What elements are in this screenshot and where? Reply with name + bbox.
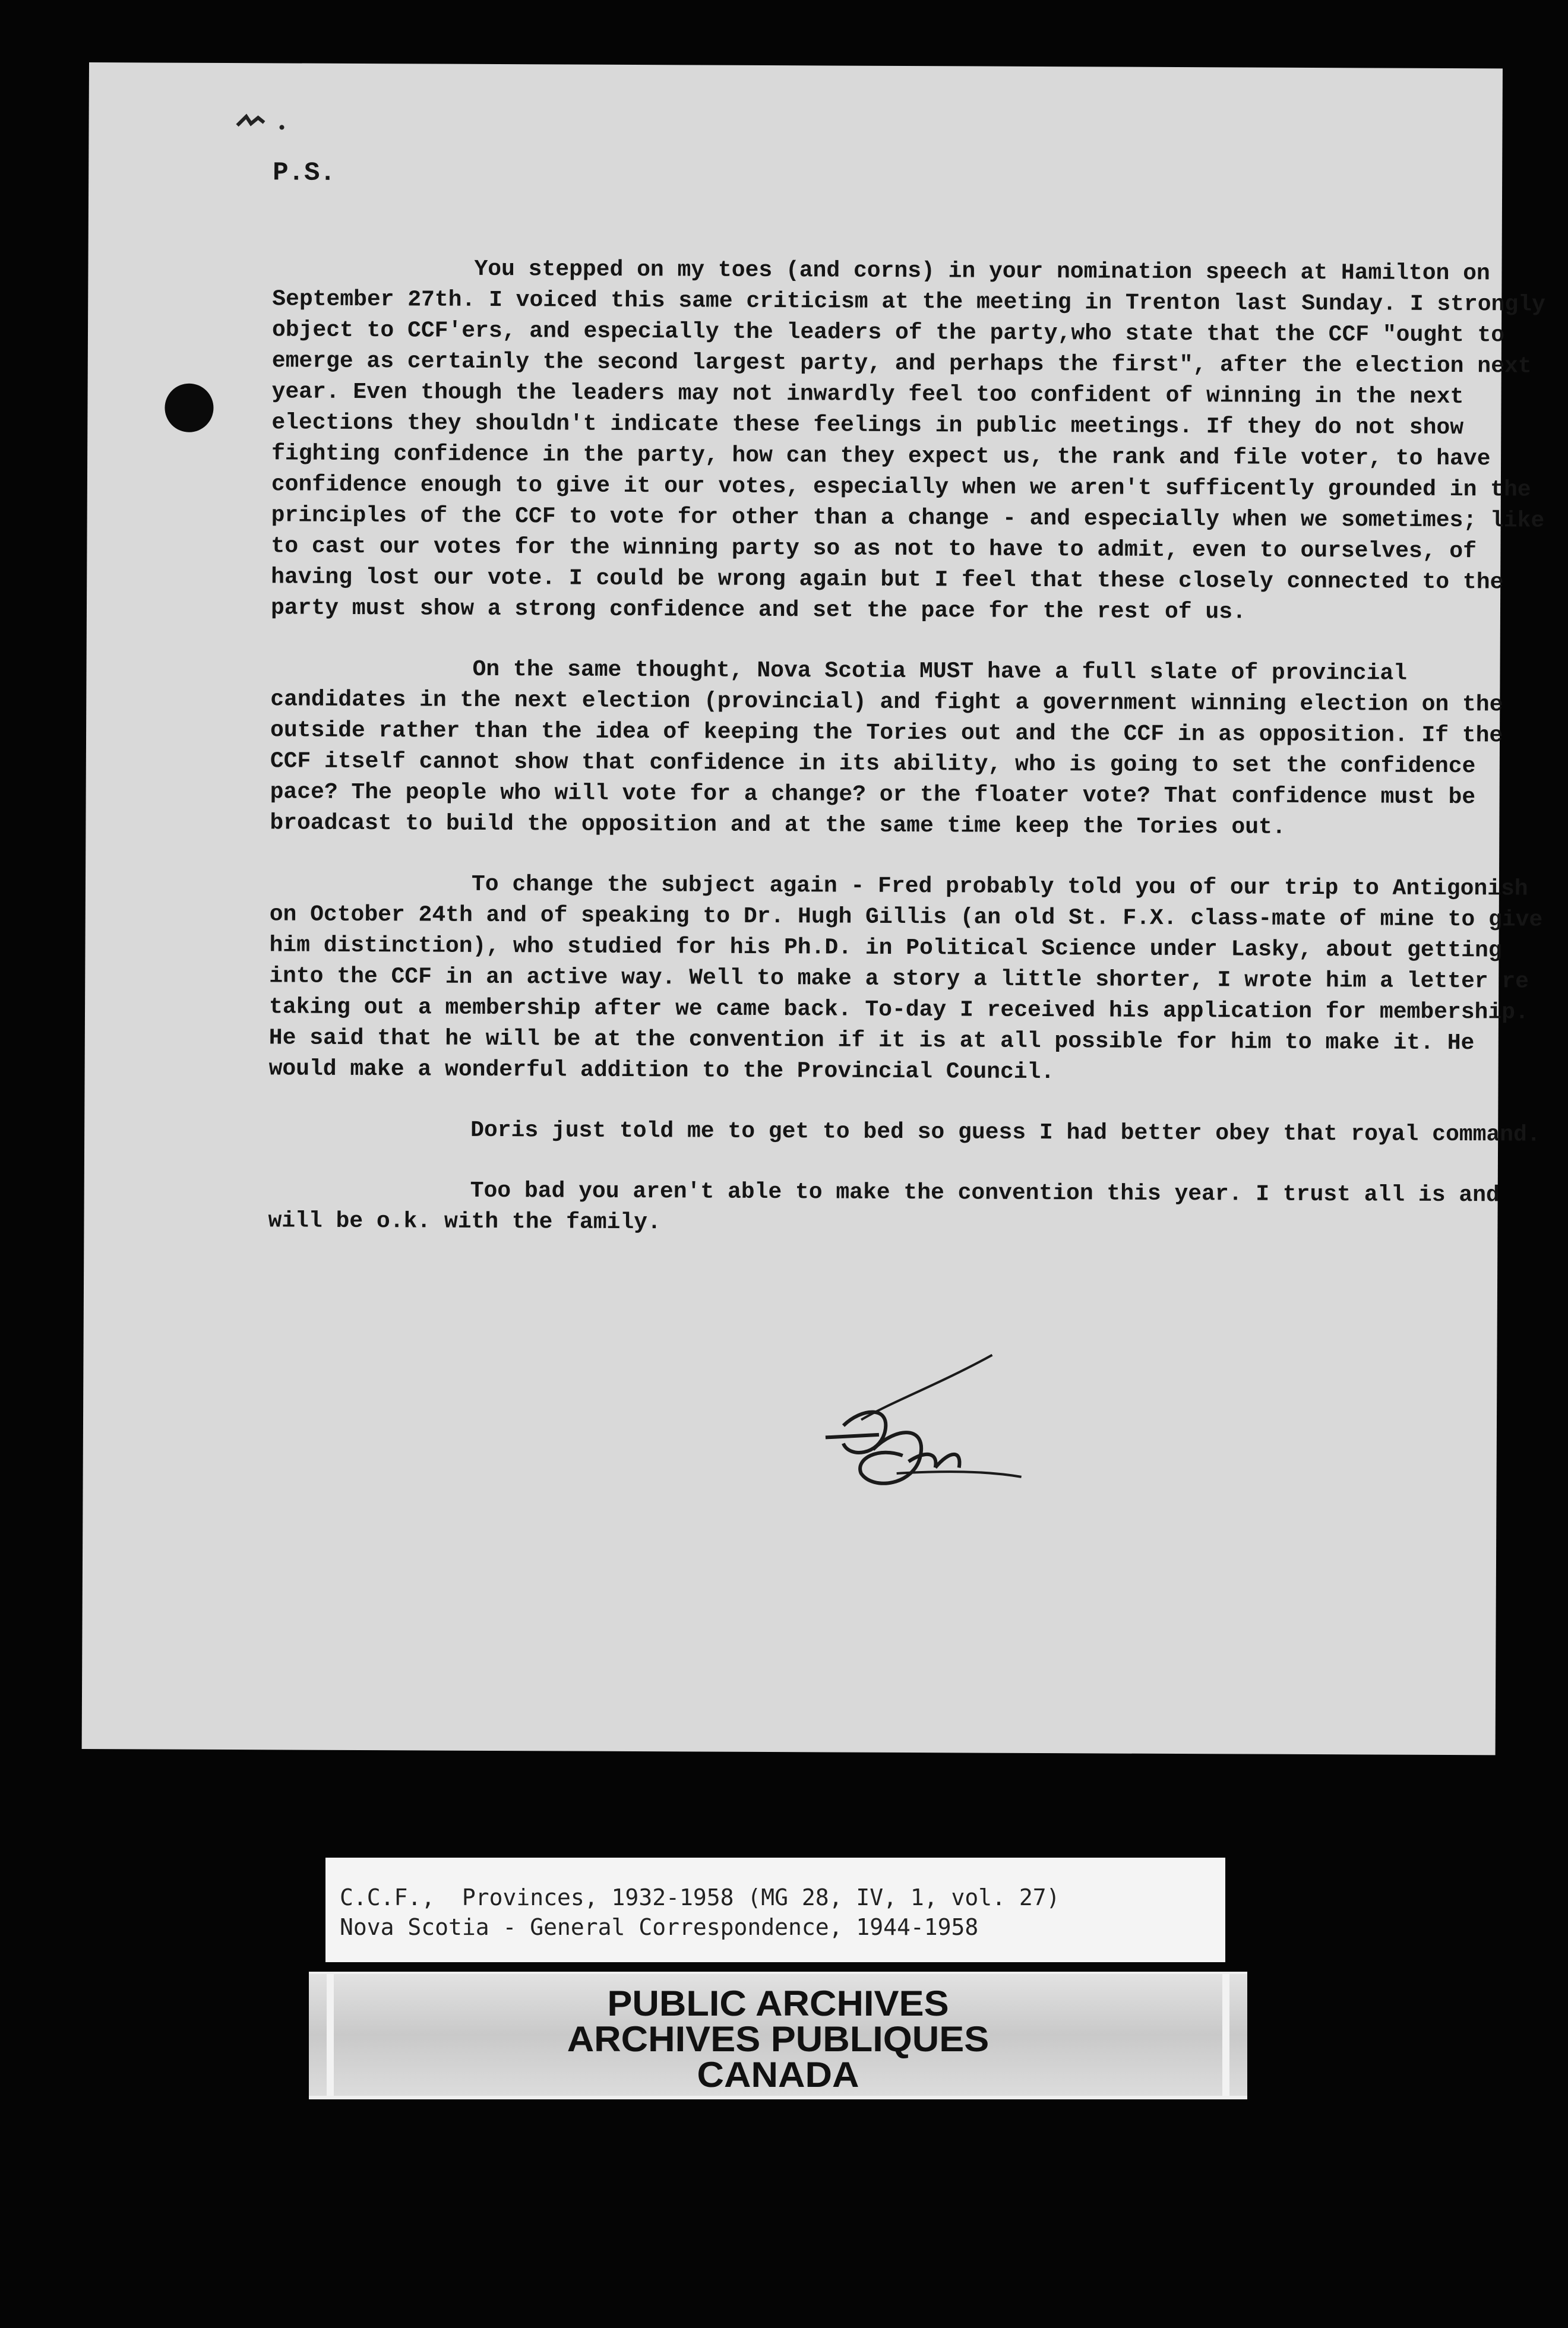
document-page — [82, 62, 1545, 1755]
archives-stamp — [309, 1972, 1247, 2099]
signature-icon — [807, 1336, 1093, 1516]
paragraph-5: Too bad you aren't able to make the convention this year. I trust all is and will be o.k. with the family. — [268, 1178, 1500, 1236]
reference-line-2: Nova Scotia - General Correspondence, 1944-1958 — [340, 1914, 979, 1940]
archive-reference-label — [325, 1858, 1225, 1962]
stamp-line-1: PUBLIC ARCHIVES — [607, 1984, 949, 2023]
ink-mark-icon — [234, 110, 293, 134]
paragraph-1: You stepped on my toes (and corns) in your nomination speech at Hamilton on September 27th. I voiced this same criticism at the meeting in Trenton last Sunday. I strongly object to CCF'ers, and especially the leaders of the party,who state that the CCF "ought to emerge as certainly the second largest party, and perhaps the first", after the election next year. Even though the leaders may not inwardly feel too confident of winning in the next elections they shouldn't indicate these feelings in public meetings. If they do not show fighting confidence in the party, how can they expect us, the rank and file voter, to have confidence enough to give it our votes, especially when we aren't sufficently grounded in the principles of the CCF to vote for other than a change - and especially when we sometimes; like to cast our votes for the winning party so as not to have to admit, even to ourselves, of having lost our vote. I could be wrong again but I feel that these closely connected to the party must show a strong confidence and set the pace for the rest of us. — [270, 256, 1545, 625]
stamp-line-2: ARCHIVES PUBLIQUES — [567, 2019, 990, 2059]
paragraph-4: Doris just told me to get to bed so guess I had better obey that royal command. — [470, 1117, 1541, 1148]
punch-hole — [165, 384, 213, 432]
reference-line-1: C.C.F., Provinces, 1932-1958 (MG 28, IV, 1, vol. 27) — [340, 1884, 1060, 1911]
paragraph-3: To change the subject again - Fred probably told you of our trip to Antigonish on October 24th and of speaking to Dr. Hugh Gillis (an old St. F.X. class-mate of mine to give him distinction), who studied for his Ph.D. in Political Science under Lasky, about getting into the CCF in an active way. Well to make a story a little shorter, I wrote him a letter re taking out a membership after we came back. To-day I received his application for membership. He said that he will be at the convention if it is at all possible for him to make it. He would make a wonderful addition to the Provincial Council. — [268, 871, 1543, 1086]
letter-body — [268, 253, 1549, 1271]
paragraph-2: On the same thought, Nova Scotia MUST have a full slate of provincial candidates in the next election (provincial) and fight a government winning election on the outside rather than the idea of keeping the Tories out and the CCF in as opposition. If the CCF itself cannot show that confidence in its ability, who is going to set the confidence pace? The people who will vote for a change? or the floater vote? That confidence must be broadcast to build the opposition and at the same time keep the Tories out. — [270, 656, 1503, 840]
stamp-line-3: CANADA — [697, 2055, 859, 2095]
postscript-heading: P.S. — [273, 158, 336, 188]
